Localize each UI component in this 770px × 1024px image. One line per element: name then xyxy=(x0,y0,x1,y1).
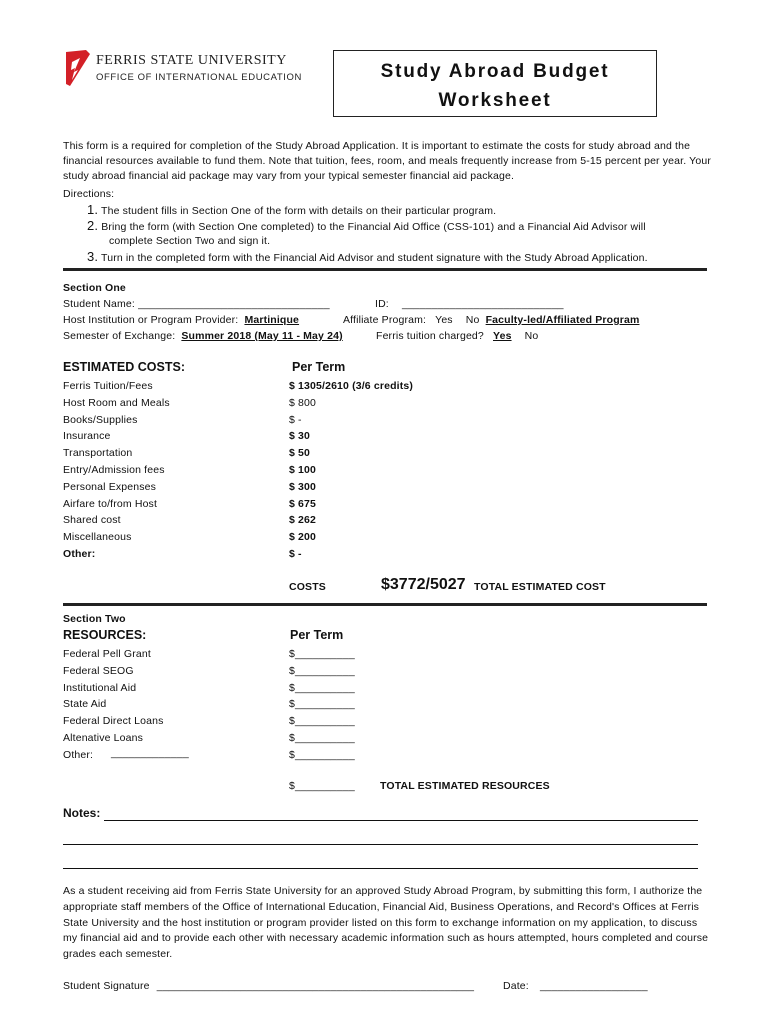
total-cost-label: TOTAL ESTIMATED COST xyxy=(474,581,606,593)
affiliate-no-option[interactable]: No xyxy=(465,314,480,326)
costs-label: COSTS xyxy=(289,581,326,593)
intro-paragraph: This form is a required for completion of the Study Abroad Application. It is important to estimate the costs for study abroad and the financial resources available to fund them. Note that tuition, fees, room, and meals frequently increase from 5-15 percent per year. Your study abroad financial aid package may vary from your typical semester financial aid package. xyxy=(63,140,711,182)
notes-line[interactable] xyxy=(104,820,698,821)
total-resources-field[interactable]: $__________ xyxy=(289,780,355,792)
semester-label: Semester of Exchange: xyxy=(63,330,176,342)
total-resources-label: TOTAL ESTIMATED RESOURCES xyxy=(380,780,550,792)
signature-field[interactable]: _____________________________________________________ xyxy=(156,980,475,992)
id-label: ID: xyxy=(375,298,389,310)
notes-line[interactable] xyxy=(63,844,698,845)
cost-row-label: Ferris Tuition/Fees xyxy=(63,380,153,392)
section-two-label: Section Two xyxy=(63,613,126,625)
affiliate-label: Affiliate Program: xyxy=(343,314,427,326)
direction-item-2 xyxy=(87,218,646,235)
resource-row-label: Other: xyxy=(63,748,94,761)
cost-row-label: Host Room and Meals xyxy=(63,396,170,409)
signature-label: Student Signature xyxy=(63,980,150,992)
estimated-costs-heading: ESTIMATED COSTS: xyxy=(63,360,185,374)
student-name-field[interactable]: ________________________________ xyxy=(138,298,330,310)
cost-row-value: $ 262 xyxy=(289,514,317,527)
resource-row-field[interactable]: $__________ xyxy=(289,698,355,711)
resource-row-field[interactable]: $__________ xyxy=(289,715,355,728)
signature-row xyxy=(63,979,474,994)
cost-row-value: $ 100 xyxy=(289,464,317,476)
form-title-line2: Worksheet xyxy=(438,90,552,111)
cost-row-value: $ 30 xyxy=(289,430,311,443)
date-field[interactable]: __________________ xyxy=(539,980,648,992)
cost-row-value: $ 50 xyxy=(289,447,311,460)
direction-item-2-cont xyxy=(109,234,270,249)
section-divider xyxy=(63,268,707,271)
student-name-label: Student Name: xyxy=(63,298,135,310)
direction-number: 1. xyxy=(87,202,99,217)
affiliate-value: Faculty-led/Affiliated Program xyxy=(485,314,640,326)
cost-row-label: Shared cost xyxy=(63,514,121,527)
affiliate-row xyxy=(343,313,639,328)
affiliate-yes-option[interactable]: Yes xyxy=(435,314,453,326)
university-name: FERRIS STATE UNIVERSITY xyxy=(96,53,287,68)
cost-row-value: $ 200 xyxy=(289,531,317,544)
direction-item-3 xyxy=(87,249,648,266)
per-term-heading: Per Term xyxy=(292,360,346,374)
student-name-row xyxy=(63,297,330,312)
semester-value: Summer 2018 (May 11 - May 24) xyxy=(181,330,343,342)
cost-row-label: Personal Expenses xyxy=(63,480,157,493)
cost-row-label: Airfare to/from Host xyxy=(63,497,158,510)
cost-row-label: Miscellaneous xyxy=(63,531,132,544)
university-logo xyxy=(66,50,302,94)
cost-row-label: Entry/Admission fees xyxy=(63,464,165,476)
resources-per-term-heading: Per Term xyxy=(290,628,344,642)
semester-row xyxy=(63,329,343,344)
notes-line[interactable] xyxy=(63,868,698,869)
id-row xyxy=(375,297,564,312)
cost-row-label: Other: xyxy=(63,548,96,560)
direction-text: The student fills in Section One of the form with details on their particular program. xyxy=(101,205,497,217)
direction-text: Turn in the completed form with the Financial Aid Advisor and student signature with the Study Abroad Application. xyxy=(101,252,648,264)
cost-row-value: $ - xyxy=(289,413,302,426)
cost-row-value: $ 300 xyxy=(289,480,317,493)
resources-heading: RESOURCES: xyxy=(63,628,147,642)
resource-row-label: Federal Pell Grant xyxy=(63,648,151,660)
resource-row-field[interactable]: $__________ xyxy=(289,664,355,677)
cost-row-label: Insurance xyxy=(63,430,111,443)
cost-row-label: Transportation xyxy=(63,447,133,460)
host-label: Host Institution or Program Provider: xyxy=(63,314,239,326)
resource-row-field[interactable]: $__________ xyxy=(289,648,355,660)
logo-mark-icon xyxy=(66,50,90,86)
tuition-yes-option[interactable]: Yes xyxy=(493,330,512,342)
notes-label: Notes: xyxy=(63,806,101,820)
consent-paragraph: As a student receiving aid from Ferris State University for an approved Study Abroad Program, by submitting this form, I authorize the appropriate staff members of the Office of International Education, Financial Aid, Business Operations, and Record's Offices at Ferris State University and the host institution or program provider listed on this form to exchange information on my application, to discuss my financial aid and to provide each other with necessary academic information such as hours attempted, hours completed and course grades each semester. xyxy=(63,885,709,961)
resource-row-field[interactable]: $__________ xyxy=(289,732,355,744)
direction-number: 3. xyxy=(87,249,99,264)
section-one-label: Section One xyxy=(63,282,126,294)
resource-row-field[interactable]: $__________ xyxy=(289,681,355,694)
direction-number: 2. xyxy=(87,218,99,233)
resource-row-field[interactable]: $__________ xyxy=(289,748,355,761)
direction-text: complete Section Two and sign it. xyxy=(109,235,271,247)
form-title-line1: Study Abroad Budget xyxy=(380,61,610,82)
direction-item-1 xyxy=(87,202,496,219)
id-field[interactable]: ___________________________ xyxy=(401,298,564,310)
resource-row-label: Altenative Loans xyxy=(63,732,144,744)
date-label: Date: xyxy=(503,980,529,992)
cost-row-label: Books/Supplies xyxy=(63,413,138,426)
tuition-charged-row xyxy=(376,329,538,344)
total-cost-value: $3772/5027 xyxy=(381,576,466,593)
tuition-no-option[interactable]: No xyxy=(524,330,539,342)
directions-label: Directions: xyxy=(63,188,115,200)
office-name: OFFICE OF INTERNATIONAL EDUCATION xyxy=(96,72,302,83)
direction-text: Bring the form (with Section One completed) to the Financial Aid Office (CSS-101) and a Financial Aid Advisor will xyxy=(101,221,646,233)
section-divider xyxy=(63,603,707,606)
resource-row-label: Federal Direct Loans xyxy=(63,715,164,728)
resource-row-label: Institutional Aid xyxy=(63,681,137,694)
host-row xyxy=(63,313,299,328)
date-row xyxy=(503,979,648,994)
resource-row-label: Federal SEOG xyxy=(63,664,134,677)
cost-row-value: $ 800 xyxy=(289,396,317,409)
host-value: Martinique xyxy=(244,314,300,326)
cost-row-value: $ - xyxy=(289,548,302,560)
other-resource-field[interactable]: _____________ xyxy=(111,747,189,759)
form-title-box xyxy=(333,50,657,117)
cost-row-value: $ 675 xyxy=(289,497,317,510)
tuition-charged-label: Ferris tuition charged? xyxy=(376,330,484,342)
resource-row-label: State Aid xyxy=(63,698,107,711)
cost-row-value: $ 1305/2610 (3/6 credits) xyxy=(289,380,413,392)
